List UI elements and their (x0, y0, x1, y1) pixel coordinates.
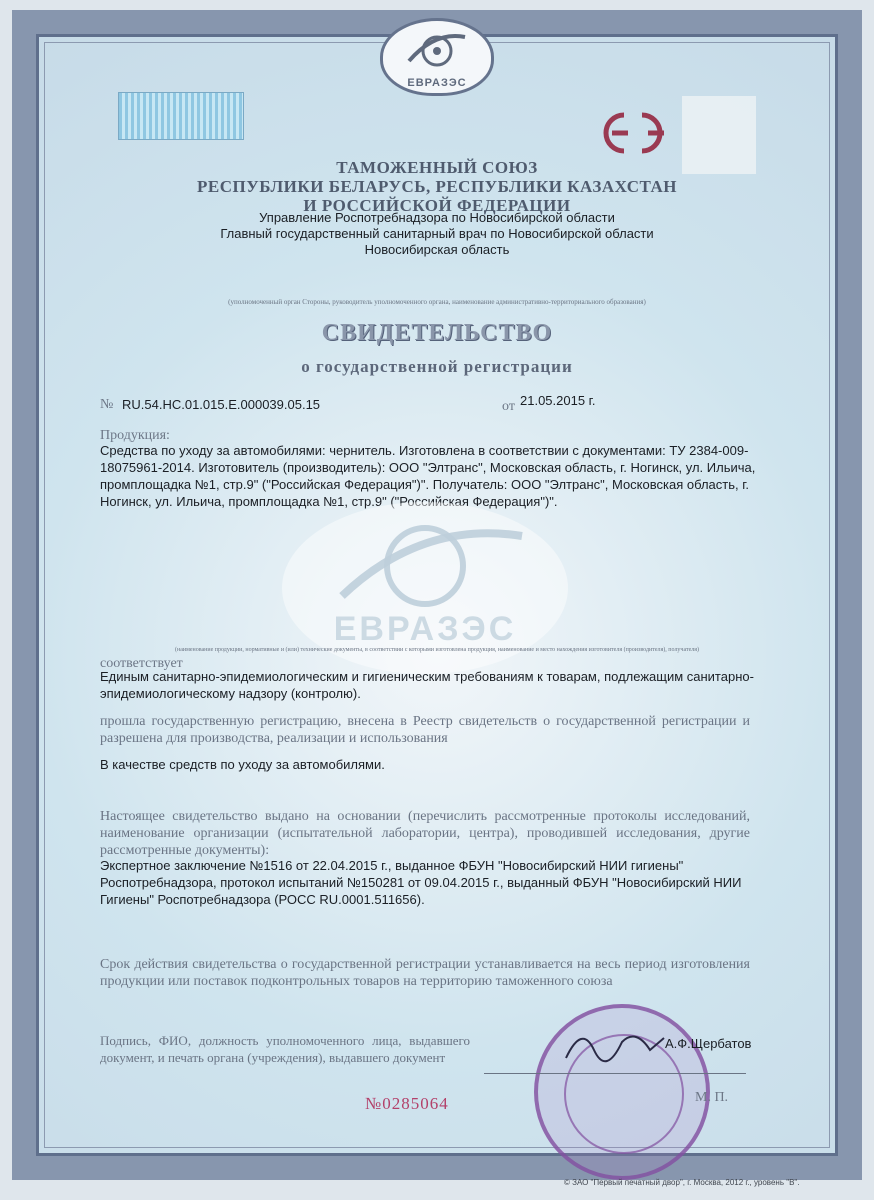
union-title-line-3: И РОССИЙСКОЙ ФЕДЕРАЦИИ (303, 196, 571, 215)
product-label: Продукция: (100, 428, 170, 443)
union-title-line-2: РЕСПУБЛИКИ БЕЛАРУСЬ, РЕСПУБЛИКИ КАЗАХСТАН (197, 177, 677, 196)
product-description: Средства по уходу за автомобилями: чернитель. Изготовлена в соответствии с документами: ТУ 2384-009-18075961-2014. Изготовитель (производитель): ООО "Элтранс", Московская область, г. Ногинск, ул. Ильича, промплощадка №1, стр.9" ("Российская Федерация")". Получатель: ООО "Элтранс", Московская область, г. Ногинск, ул. Ильича, промплощадка №1, стр.9" ("Российская Федерация")". (100, 443, 756, 509)
validity-statement: Срок действия свидетельства о государственной регистрации устанавливается на весь период изготовления продукции или поставок подконтрольных товаров на территорию таможенного союза (100, 957, 750, 989)
printer-footer: © ЗАО "Первый печатный двор", г. Москва, 2012 г., уровень "В". (564, 1178, 800, 1187)
conformity-mark-icon (598, 108, 678, 158)
watermark-globe-icon (282, 510, 568, 620)
basis-statement: Настоящее свидетельство выдано на основании (перечислить рассмотренные протоколы исследований, наименование организации (испытательной лаборатории, центра), проводившей исследования, другие рассмотренные документы): (100, 809, 750, 858)
emblem-text: ЕВРАЗЭС (407, 77, 467, 89)
compliance-label: соответствует (100, 656, 183, 671)
eurasec-globe-icon (405, 27, 469, 75)
usage-text: В качестве средств по уходу за автомобилями. (100, 757, 385, 772)
handwritten-signature (560, 1020, 670, 1070)
stamp-place: М. П. (695, 1090, 729, 1105)
form-serial-number: №0285064 (365, 1094, 449, 1113)
signature-line (484, 1073, 746, 1074)
certificate-subtitle: о государственной регистрации (301, 357, 573, 376)
watermark-text: ЕВРАЗЭС (333, 610, 517, 648)
product-caption: (наименование продукции, нормативные и (или) технические документы, в соответствии с которыми изготовлена продукция, наименование и место нахождения изготовителя (производителя), получателя) (174, 647, 699, 653)
registration-date: 21.05.2015 г. (520, 393, 596, 408)
number-label: № (100, 397, 114, 412)
signer-name: А.Ф.Щербатов (665, 1036, 752, 1051)
registration-statement: прошла государственную регистрацию, внесена в Реестр свидетельств о государственной регистрации и разрешена для производства, реализации и использования (100, 714, 750, 746)
authority-line-3: Новосибирская область (364, 242, 510, 257)
authority-caption: (уполномоченный орган Стороны, руководитель уполномоченного органа, наименование административно-территориального образования) (228, 298, 646, 306)
authority-line-1: Управление Роспотребнадзора по Новосибирской области (259, 210, 615, 225)
basis-documents: Экспертное заключение №1516 от 22.04.2015 г., выданное ФБУН "Новосибирский НИИ гигиены" Роспотребнадзора, протокол испытаний №150281 от 09.04.2015 г., выданный ФБУН "Новосибирский НИИ Гигиены" Роспотребнадзора (РОСС RU.0001.511656). (100, 858, 742, 907)
union-title-line-1: ТАМОЖЕННЫЙ СОЮЗ (336, 158, 538, 177)
registration-number: RU.54.НС.01.015.Е.000039.05.15 (122, 397, 321, 412)
signature-caption: Подпись, ФИО, должность уполномоченного лица, выдавшего документ, и печать органа (учреждения), выдавшего документ (100, 1033, 470, 1065)
compliance-text: Единым санитарно-эпидемиологическим и гигиеническим требованиям к товарам, подлежащим санитарно-эпидемиологическому надзору (контролю). (100, 669, 754, 701)
hologram-strip (118, 92, 244, 140)
certificate-title: СВИДЕТЕЛЬСТВО (321, 320, 553, 346)
eurasec-emblem (380, 18, 494, 96)
authority-line-2: Главный государственный санитарный врач по Новосибирской области (220, 226, 654, 241)
date-label: от (502, 399, 515, 414)
